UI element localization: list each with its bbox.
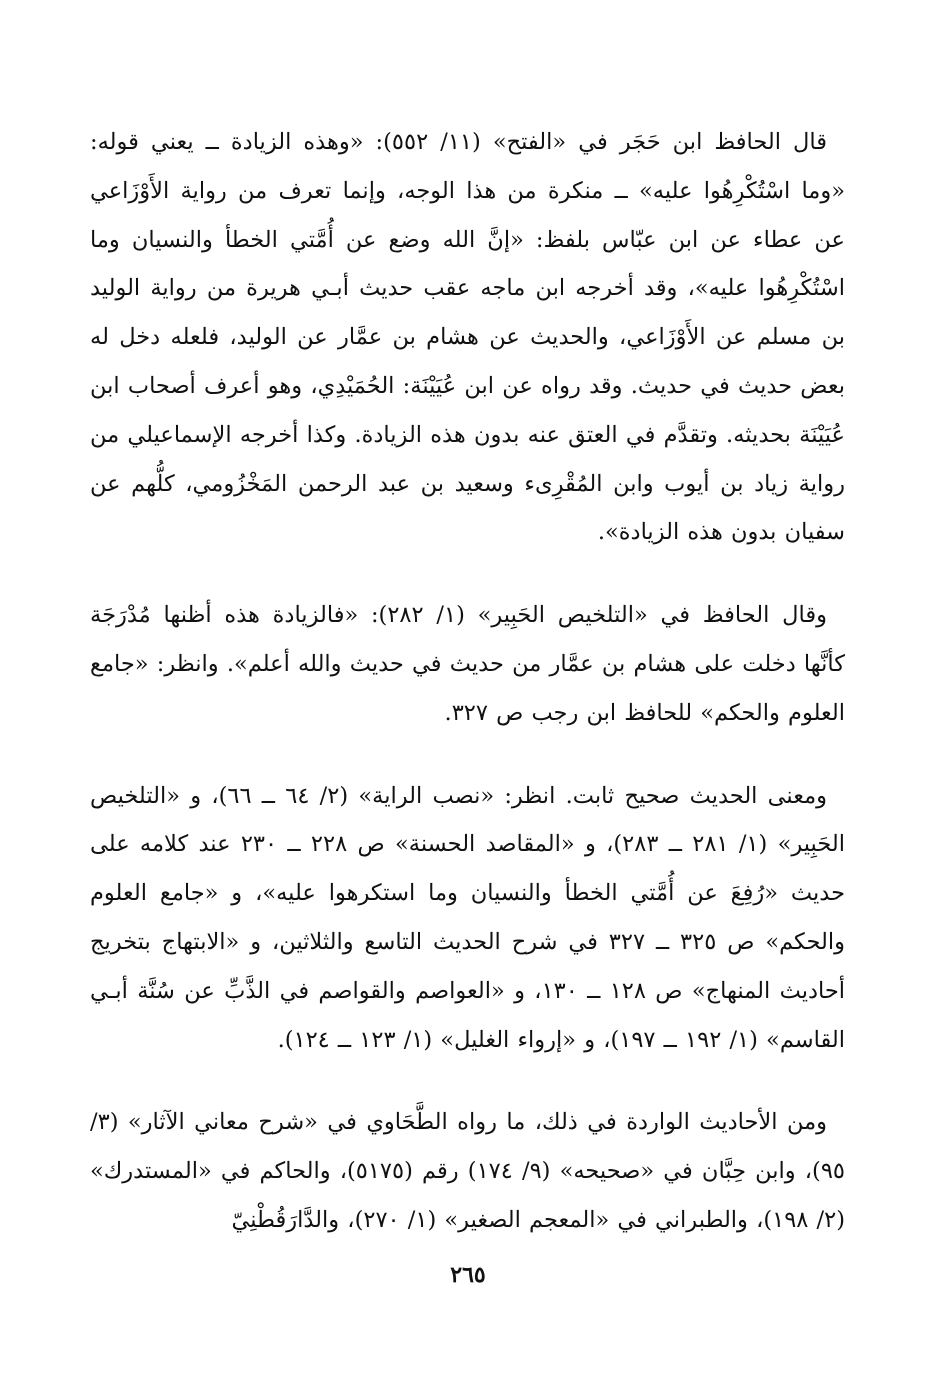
paragraph-1: قال الحافظ ابن حَجَر في «الفتح» (١١/ ٥٥٢): «وهذه الزيادة ــ يعني قوله: «وما اسْتُكْرِهُوا عليه» ــ منكرة من هذا الوجه، وإنما تعرف من رواية الأَوْزَاعي عن عطاء عن ابن عبّاس بلفظ: «إنَّ الله وضع عن أُمَّتي الخطأ والنسيان وما اسْتُكْرِهُوا عليه»، وقد أخرجه ابن ماجه عقب حديث أبـي هريرة من رواية الوليد بن مسلم عن الأَوْزَاعي، والحديث عن هشام بن عمَّار عن الوليد، فلعله دخل له بعض حديث في حديث. وقد رواه عن ابن عُيَيْنَة: الحُمَيْدِي، وهو أعرف أصحاب ابن عُيَيْنَة بحديثه. وتقدَّم في العتق عنه بدون هذه الزيادة. وكذا أخرجه الإسماعيلي من رواية زياد بن أيوب وابن المُقْرِىء وسعيد بن عبد الرحمن المَخْزُومي، كلُّهم عن سفيان بدون هذه الزيادة». xyxy=(90,129,845,546)
paragraph-4: ومن الأحاديث الواردة في ذلك، ما رواه الطَّحَاوي في «شرح معاني الآثار» (٣/ ٩٥)، وابن حِبَّان في «صحيحه» (٩/ ١٧٤) رقم (٥١٧٥)، والحاكم في «المستدرك» (٢/ ١٩٨)، والطبراني في «المعجم الصغير» (١/ ٢٧٠)، والدَّارَقُطْنِيّ xyxy=(90,1109,846,1233)
page-number: ٢٦٥ xyxy=(450,1262,486,1288)
paragraph-2: وقال الحافظ في «التلخيص الحَبِير» (١/ ٢٨٢): «فالزيادة هذه أظنها مُدْرَجَة كأنَّها دخلت على هشام بن عمَّار من حديث في حديث والله أعلم». وانظر: «جامع العلوم والحكم» للحافظ ابن رجب ص ٣٢٧. xyxy=(90,602,845,726)
page-body xyxy=(90,118,845,1298)
paragraph-3: ومعنى الحديث صحيح ثابت. انظر: «نصب الراية» (٢/ ٦٤ ــ ٦٦)، و «التلخيص الحَبِير» (١/ ٢٨١ ــ ٢٨٣)، و «المقاصد الحسنة» ص ٢٢٨ ــ ٢٣٠ عند كلامه على حديث «رُفِعَ عن أُمَّتي الخطأ والنسيان وما استكرهوا عليه»، و «جامع العلوم والحكم» ص ٣٢٥ ــ ٣٢٧ في شرح الحديث التاسع والثلاثين، و «الابتهاج بتخريج أحاديث المنهاج» ص ١٢٨ ــ ١٣٠، و «العواصم والقواصم في الذَّبِّ عن سُنَّة أبـي القاسم» (١/ ١٩٢ ــ ١٩٧)، و «إرواء الغليل» (١/ ١٢٣ ــ ١٢٤). xyxy=(90,782,845,1053)
